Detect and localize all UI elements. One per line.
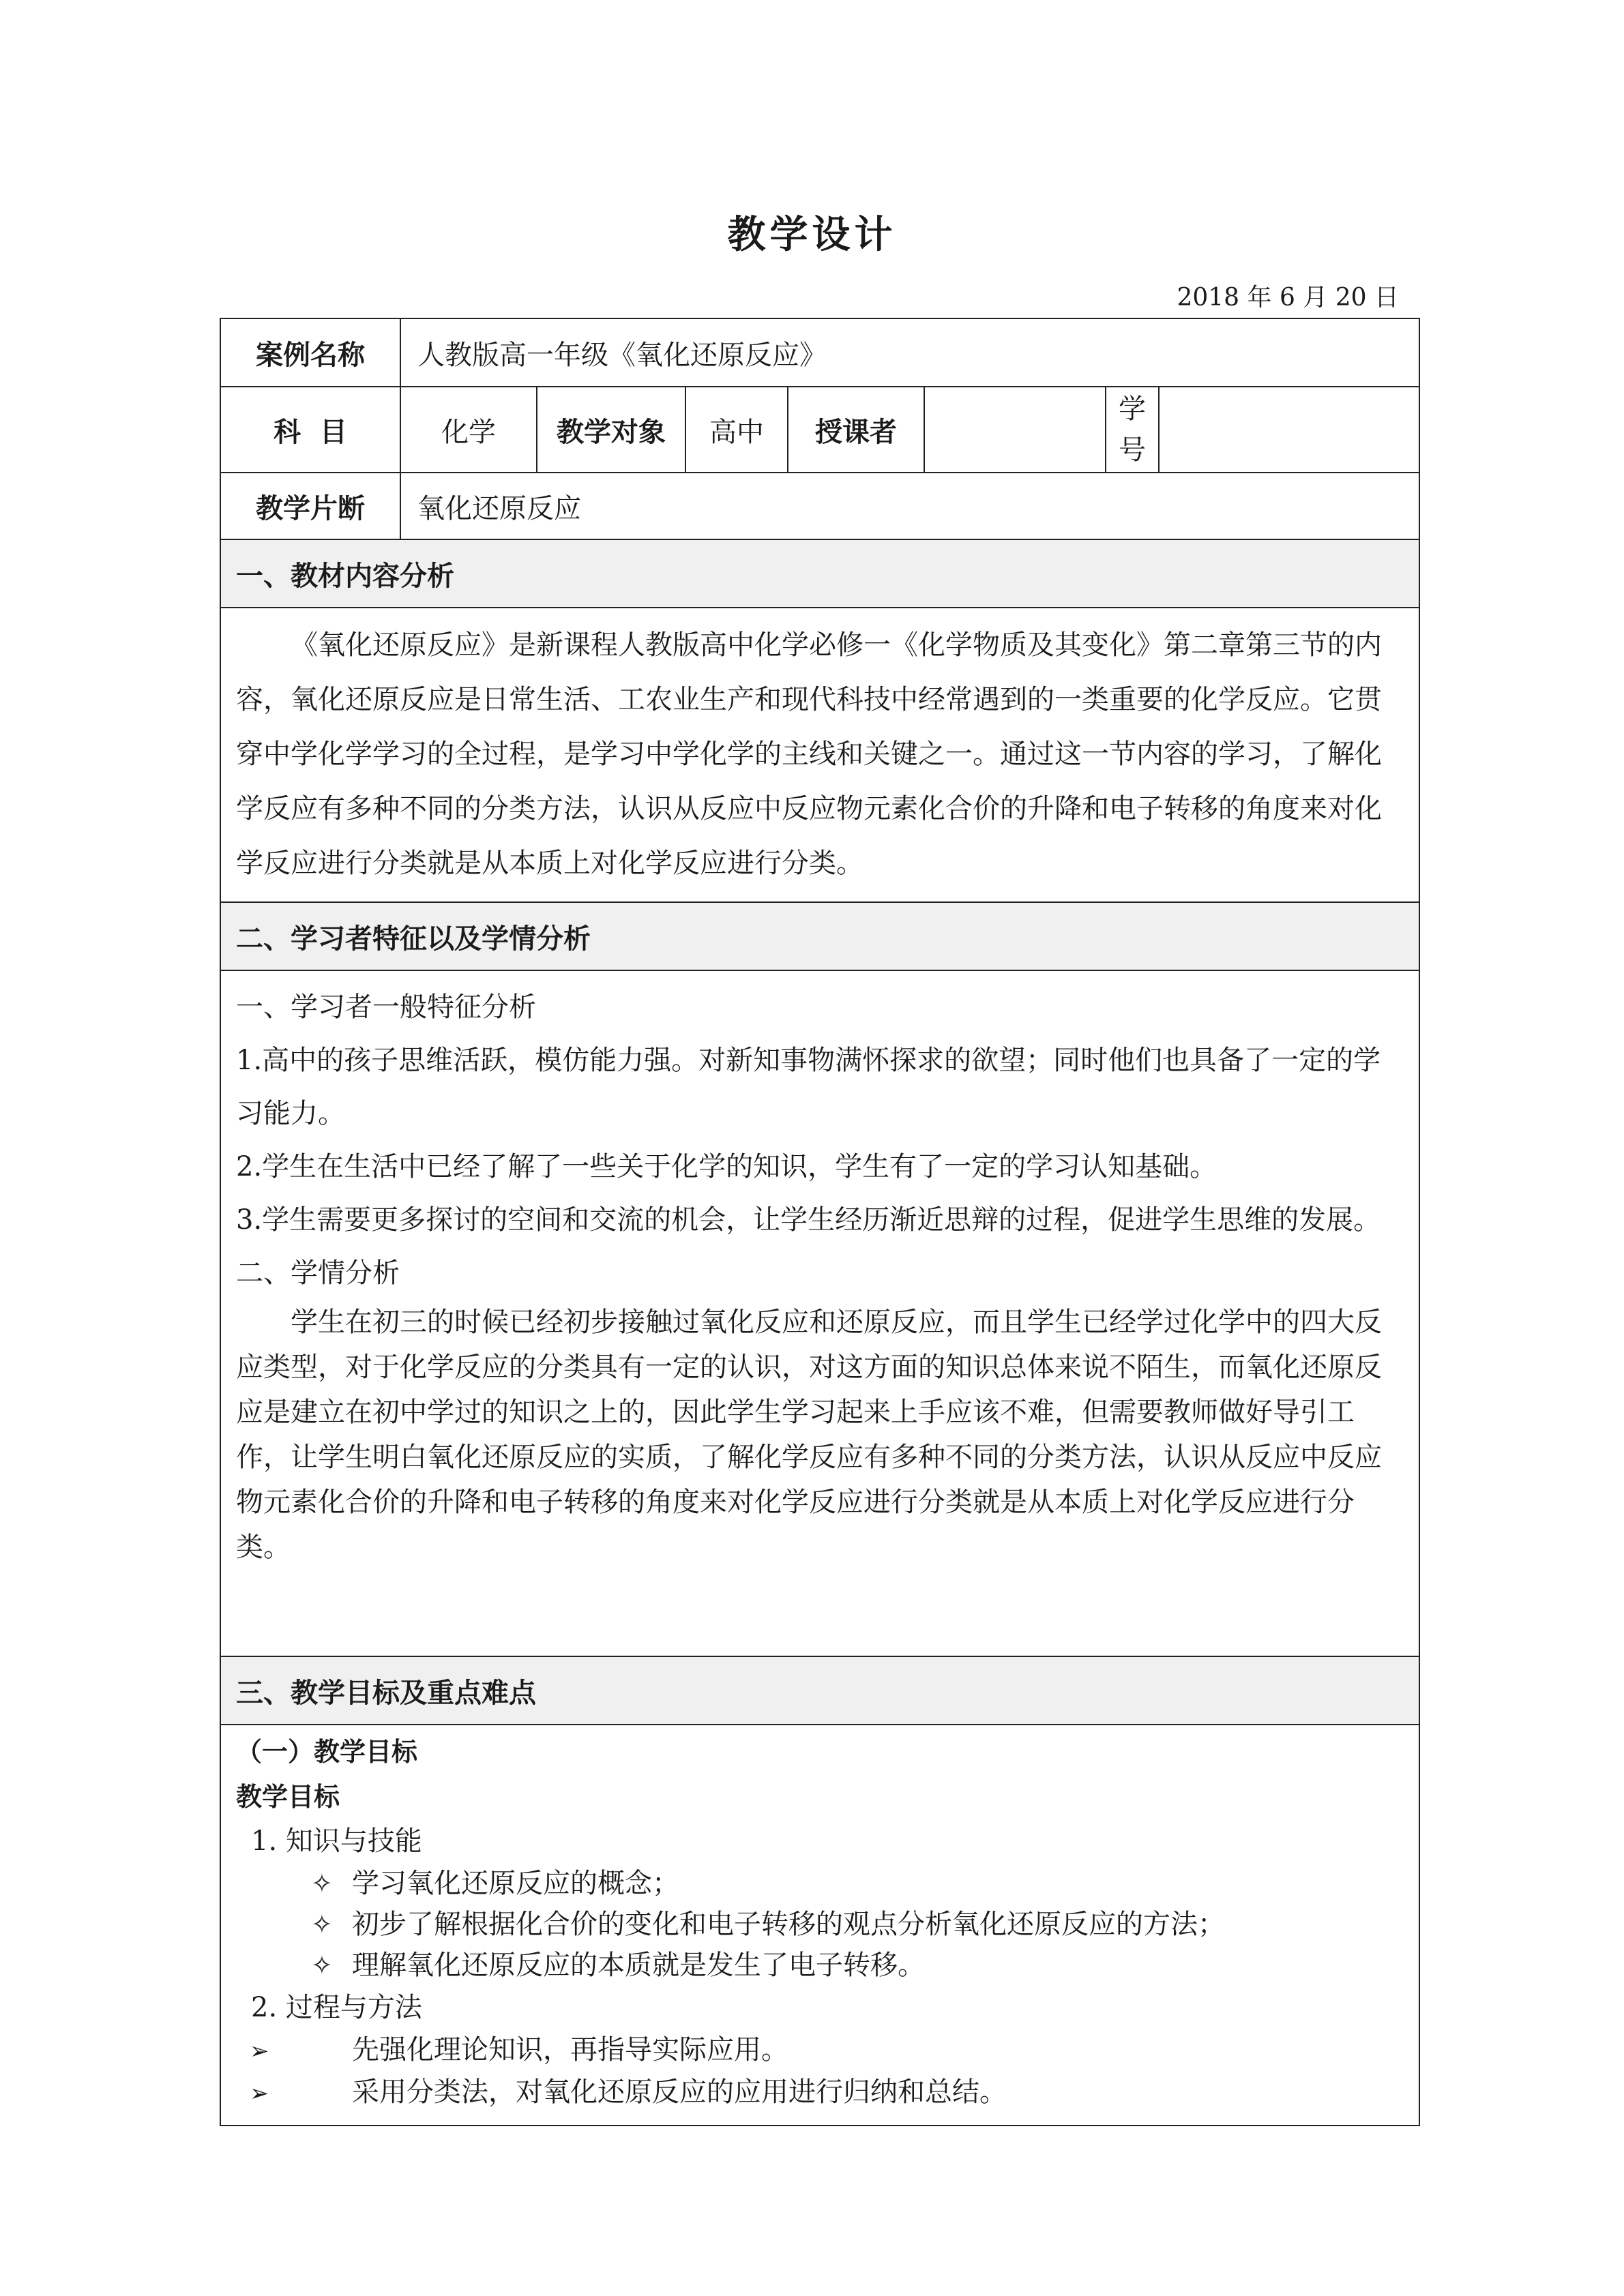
process-item-1: 先强化理论知识，再指导实际应用。 [352,2034,788,2066]
list-item [250,2072,1404,2114]
section-3-body-row [220,1725,1419,2126]
subject-label: 科 目 [220,387,400,473]
learning-situation-subtitle: 二、学情分析 [236,1257,400,1289]
section-1-title: 一、教材内容分析 [220,539,1419,608]
target-label: 教学对象 [537,387,685,473]
objectives-subtitle: （一）教学目标 [236,1737,418,1767]
student-number-label [1106,387,1159,473]
case-name-row [220,318,1419,387]
section-2-body-row [220,970,1419,1656]
knowledge-item-1: 学习氧化还原反应的概念； [352,1868,679,1899]
section-2-header-row [220,902,1419,970]
section-1-body-row [220,608,1419,902]
arrow-bullet-icon: ➢ [250,2038,269,2065]
student-number-label-bottom: 号 [1119,434,1146,466]
section-3-title: 三、教学目标及重点难点 [220,1656,1419,1725]
section-3-body [220,1725,1419,2126]
list-item [311,1945,1404,1986]
learner-feature-subtitle: 一、学习者一般特征分析 [236,992,536,1023]
list-item [250,2029,1404,2072]
section-1-header-row [220,539,1419,608]
diamond-bullet-icon: ✧ [311,1868,333,1898]
objectives-heading: 教学目标 [236,1782,340,1812]
section-2-body [220,970,1419,1656]
material-analysis-text: 《氧化还原反应》是新课程人教版高中化学必修一《化学物质及其变化》第二章第三节的内容，氧化还原反应是日常生活、工农业生产和现代科技中经常遇到的一类重要的化学反应。它贯穿中学化学学习的全过程，是学习中学化学的主线和关键之一。通过这一节内容的学习，了解化学反应有多种不同的分类方法，认识从反应中反应物元素化合价的升降和电子转移的角度来对化学反应进行分类就是从本质上对化学反应进行分类。 [236,629,1382,879]
segment-label: 教学片断 [220,473,400,539]
learner-feature-3: 3.学生需要更多探讨的空间和交流的机会，让学生经历渐近思辩的过程，促进学生思维的发展。 [236,1204,1381,1236]
knowledge-item-2: 初步了解根据化合价的变化和电子转移的观点分析氧化还原反应的方法； [352,1909,1225,1940]
arrow-bullet-icon: ➢ [250,2080,269,2107]
list-item [311,1904,1404,1945]
knowledge-item-3: 理解氧化还原反应的本质就是发生了电子转移。 [352,1950,925,1981]
list-item [311,1863,1404,1904]
section-2-title: 二、学习者特征以及学情分析 [220,902,1419,970]
document-date: 2018 年 6 月 20 日 [1177,284,1399,312]
knowledge-skills-list [236,1863,1404,1986]
page-title: 教学设计 [727,213,897,257]
process-item-2: 采用分类法，对氧化还原反应的应用进行归纳和总结。 [352,2076,1007,2108]
knowledge-skills-title: 1. 知识与技能 [251,1825,422,1857]
target-value: 高中 [685,387,788,473]
teacher-label: 授课者 [788,387,924,473]
segment-value: 氧化还原反应 [400,473,1419,539]
process-method-list [236,2029,1404,2114]
teacher-value [924,387,1106,473]
subject-value: 化学 [400,387,537,473]
learning-situation-text: 学生在初三的时候已经初步接触过氧化反应和还原反应，而且学生已经学过化学中的四大反应类型，对于化学反应的分类具有一定的认识，对这方面的知识总体来说不陌生，而氧化还原反应是建立在初中学过的知识之上的，因此学生学习起来上手应该不难，但需要教师做好导引工作，让学生明白氧化还原反应的实质，了解化学反应有多种不同的分类方法，认识从反应中反应物元素化合价的升降和电子转移的角度来对化学反应进行分类就是从本质上对化学反应进行分类。 [236,1307,1382,1563]
learner-feature-2: 2.学生在生活中已经了解了一些关于化学的知识，学生有了一定的学习认知基础。 [236,1151,1217,1182]
student-number-value [1159,387,1419,473]
subject-row [220,387,1419,473]
diamond-bullet-icon: ✧ [311,1909,333,1939]
case-name-label: 案例名称 [220,318,400,387]
segment-row [220,473,1419,539]
student-number-label-top: 学 [1119,393,1146,425]
process-method-title: 2. 过程与方法 [251,1992,422,2023]
diamond-bullet-icon: ✧ [311,1950,333,1980]
learner-feature-1: 1.高中的孩子思维活跃，模仿能力强。对新知事物满怀探求的欲望；同时他们也具备了一定的学习能力。 [236,1045,1381,1129]
section-1-body [220,608,1419,902]
case-name-value: 人教版高一年级《氧化还原反应》 [400,318,1419,387]
section-3-header-row [220,1656,1419,1725]
lesson-plan-table [220,318,1420,2126]
